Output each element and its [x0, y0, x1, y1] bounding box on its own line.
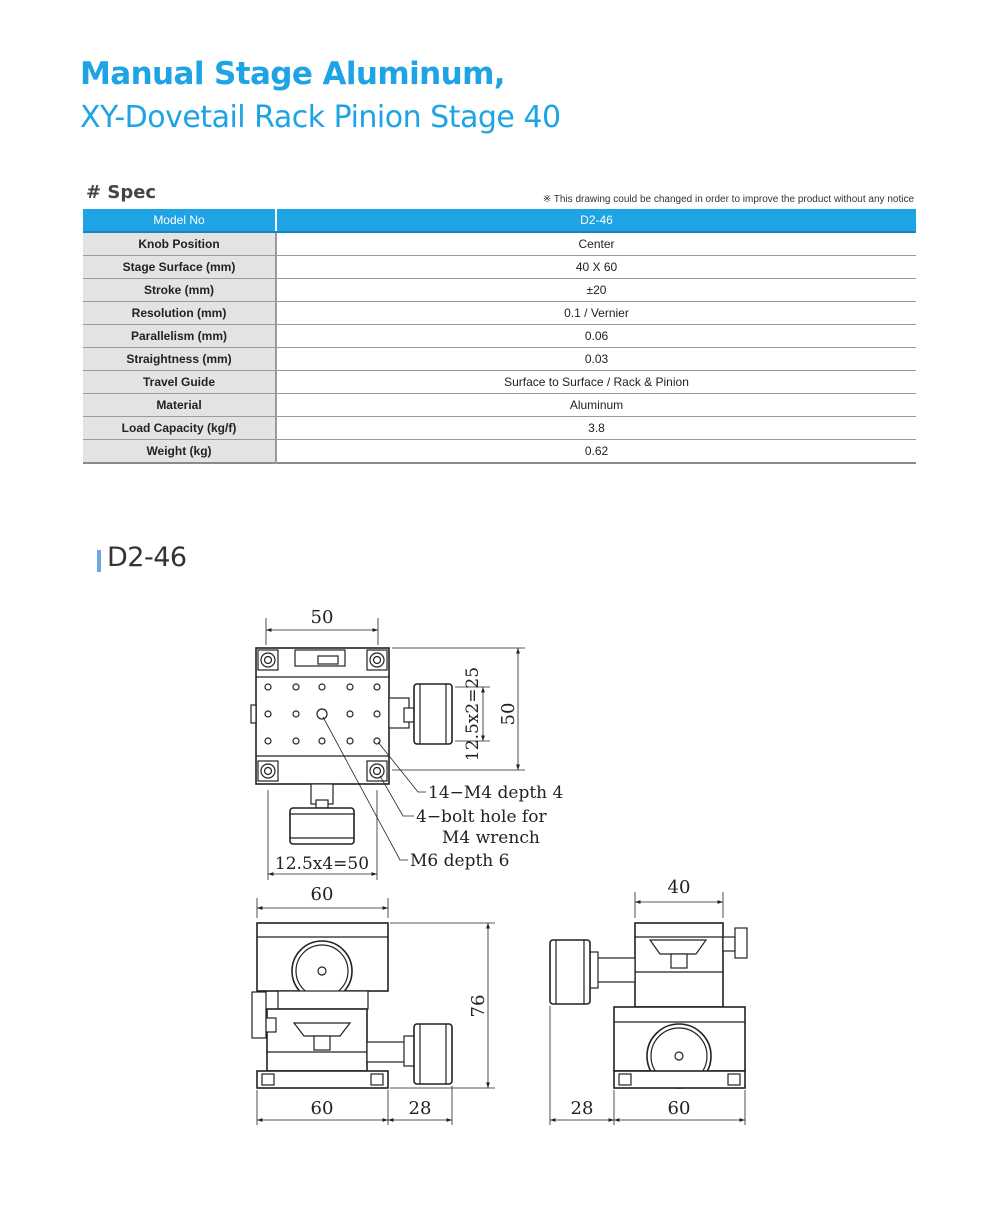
spec-row	[83, 371, 916, 394]
front-width-bottom: 60	[310, 1098, 334, 1119]
side-knob: 28	[570, 1098, 594, 1119]
spec-label: Stroke (mm)	[83, 279, 276, 302]
spec-value: ±20	[276, 279, 916, 302]
dim-top: 50	[310, 607, 334, 628]
page-subtitle: XY-Dovetail Rack Pinion Stage 40	[80, 100, 561, 135]
spec-table	[83, 209, 916, 464]
spec-value: 0.03	[276, 348, 916, 371]
spec-row	[83, 232, 916, 256]
spec-label: Parallelism (mm)	[83, 325, 276, 348]
spec-label: Material	[83, 394, 276, 417]
spec-label: Load Capacity (kg/f)	[83, 417, 276, 440]
note-bolt-line2: M4 wrench	[442, 828, 540, 848]
note-tapped: 14−M4 depth 4	[428, 783, 564, 803]
spec-row	[83, 325, 916, 348]
spec-value: Center	[276, 232, 916, 256]
side-view	[550, 892, 747, 1125]
page-title: Manual Stage Aluminum,	[80, 56, 505, 92]
dim-pitch-bottom: 12.5x4=50	[274, 854, 370, 874]
side-width-top: 40	[667, 877, 691, 898]
dim-pitch-vertical: 12.5x2=25	[463, 666, 483, 762]
spec-label: Travel Guide	[83, 371, 276, 394]
spec-row	[83, 348, 916, 371]
spec-value: 40 X 60	[276, 256, 916, 279]
spec-heading: # Spec	[86, 182, 157, 203]
spec-notice: ※ This drawing could be changed in order to improve the product without any notice	[542, 194, 914, 205]
spec-row	[83, 302, 916, 325]
spec-label: Knob Position	[83, 232, 276, 256]
spec-header-row	[83, 209, 916, 232]
spec-label: Straightness (mm)	[83, 348, 276, 371]
spec-value: 0.62	[276, 440, 916, 464]
spec-row	[83, 417, 916, 440]
section-bar	[97, 550, 101, 572]
spec-label: Resolution (mm)	[83, 302, 276, 325]
front-view	[252, 898, 495, 1125]
spec-value: Aluminum	[276, 394, 916, 417]
front-knob: 28	[408, 1098, 432, 1119]
dim-right: 50	[498, 702, 519, 726]
spec-value: 3.8	[276, 417, 916, 440]
side-width-bottom: 60	[667, 1098, 691, 1119]
spec-value: 0.1 / Vernier	[276, 302, 916, 325]
spec-header-label: Model No	[83, 209, 276, 232]
spec-row	[83, 279, 916, 302]
front-width-top: 60	[310, 884, 334, 905]
front-height: 76	[468, 994, 489, 1018]
spec-value: 0.06	[276, 325, 916, 348]
spec-row	[83, 256, 916, 279]
technical-drawing	[0, 590, 1000, 1150]
note-bolt-line1: 4−bolt hole for	[416, 807, 547, 827]
spec-header-value: D2-46	[276, 209, 916, 232]
spec-row	[83, 394, 916, 417]
note-center: M6 depth 6	[410, 851, 510, 871]
spec-label: Weight (kg)	[83, 440, 276, 464]
spec-label: Stage Surface (mm)	[83, 256, 276, 279]
section-title: D2-46	[107, 542, 187, 573]
spec-value: Surface to Surface / Rack & Pinion	[276, 371, 916, 394]
spec-row	[83, 440, 916, 464]
